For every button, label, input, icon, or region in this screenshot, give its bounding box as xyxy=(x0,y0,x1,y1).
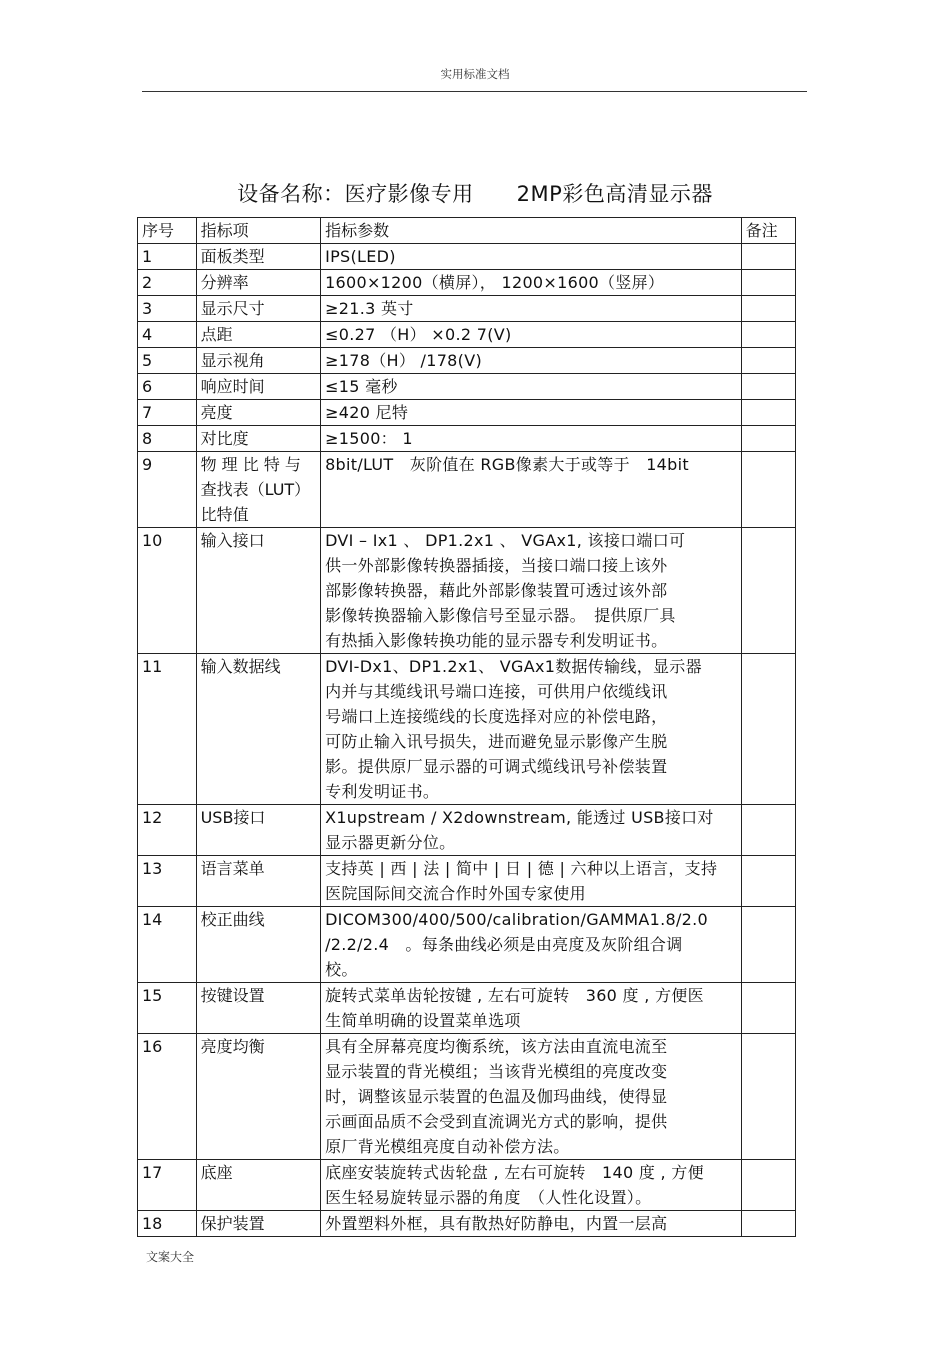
cell-item: 显示尺寸 xyxy=(196,296,320,322)
cell-no: 10 xyxy=(138,528,197,654)
cell-no: 15 xyxy=(138,983,197,1034)
table-row xyxy=(138,856,796,907)
cell-item: 分辨率 xyxy=(196,270,320,296)
header-value: 指标参数 xyxy=(321,218,742,244)
table-row xyxy=(138,452,796,528)
table-row xyxy=(138,1034,796,1160)
cell-note xyxy=(741,528,795,654)
table-row xyxy=(138,1160,796,1211)
cell-no: 2 xyxy=(138,270,197,296)
cell-item: 语言菜单 xyxy=(196,856,320,907)
cell-no: 18 xyxy=(138,1211,197,1237)
cell-no: 7 xyxy=(138,400,197,426)
table-row xyxy=(138,426,796,452)
table-row xyxy=(138,296,796,322)
cell-no: 6 xyxy=(138,374,197,400)
cell-value: DVI – Ix1 、 DP1.2x1 、 VGAx1, 该接口端口可 供一外部影像转换器插接，当接口端口接上该外 部影像转换器，藉此外部影像装置可透过该外部 影像转换器输入影像信号至显示器。 提供原厂具 有热插入影像转换功能的显示器专利发明证书。 xyxy=(321,528,742,654)
page-header: 实用标准文档 xyxy=(440,67,510,81)
cell-item: 输入接口 xyxy=(196,528,320,654)
cell-item: 亮度 xyxy=(196,400,320,426)
cell-value: 外置塑料外框，具有散热好防静电，内置一层高 xyxy=(321,1211,742,1237)
cell-item: 保护装置 xyxy=(196,1211,320,1237)
cell-item: 响应时间 xyxy=(196,374,320,400)
cell-no: 9 xyxy=(138,452,197,528)
cell-no: 5 xyxy=(138,348,197,374)
cell-no: 8 xyxy=(138,426,197,452)
cell-value: X1upstream / X2downstream, 能透过 USB接口对 显示器更新分位。 xyxy=(321,805,742,856)
table-row xyxy=(138,654,796,805)
cell-note xyxy=(741,374,795,400)
cell-no: 14 xyxy=(138,907,197,983)
table-row xyxy=(138,805,796,856)
cell-item: 面板类型 xyxy=(196,244,320,270)
cell-note xyxy=(741,983,795,1034)
cell-note xyxy=(741,1160,795,1211)
cell-value: 1600×1200（横屏）， 1200×1600（竖屏） xyxy=(321,270,742,296)
cell-value: 具有全屏幕亮度均衡系统，该方法由直流电流至 显示装置的背光模组；当该背光模组的亮度改变 时，调整该显示装置的色温及伽玛曲线，使得显 示画面品质不会受到直流调光方式的影响，提供 原厂背光模组亮度自动补偿方法。 xyxy=(321,1034,742,1160)
cell-no: 16 xyxy=(138,1034,197,1160)
cell-item: 显示视角 xyxy=(196,348,320,374)
cell-no: 13 xyxy=(138,856,197,907)
cell-item: USB接口 xyxy=(196,805,320,856)
table-row xyxy=(138,1211,796,1237)
cell-value: ≥1500： 1 xyxy=(321,426,742,452)
cell-item: 亮度均衡 xyxy=(196,1034,320,1160)
cell-note xyxy=(741,856,795,907)
cell-note xyxy=(741,270,795,296)
cell-value: DVI-Dx1、DP1.2x1、 VGAx1数据传输线，显示器 内并与其缆线讯号端口连接，可供用户依缆线讯 号端口上连接缆线的长度选择对应的补偿电路， 可防止输入讯号损失，进而避免显示影像产生脱 影。提供原厂显示器的可调式缆线讯号补偿装置 专利发明证书。 xyxy=(321,654,742,805)
cell-value: 底座安装旋转式齿轮盘 , 左右可旋转 140 度 , 方便 医生轻易旋转显示器的角度 （人性化设置）。 xyxy=(321,1160,742,1211)
cell-item: 对比度 xyxy=(196,426,320,452)
cell-item: 点距 xyxy=(196,322,320,348)
cell-item: 输入数据线 xyxy=(196,654,320,805)
header-divider xyxy=(142,91,807,92)
table-row xyxy=(138,244,796,270)
cell-no: 3 xyxy=(138,296,197,322)
table-row xyxy=(138,348,796,374)
cell-note xyxy=(741,426,795,452)
cell-value: 旋转式菜单齿轮按键 , 左右可旋转 360 度 , 方便医 生简单明确的设置菜单选项 xyxy=(321,983,742,1034)
cell-no: 12 xyxy=(138,805,197,856)
table-row xyxy=(138,374,796,400)
header-item: 指标项 xyxy=(196,218,320,244)
cell-note xyxy=(741,400,795,426)
cell-no: 1 xyxy=(138,244,197,270)
cell-note xyxy=(741,1211,795,1237)
cell-value: ≤15 毫秒 xyxy=(321,374,742,400)
cell-value: ≤0.27 （H） ×0.2 7(V) xyxy=(321,322,742,348)
cell-item: 底座 xyxy=(196,1160,320,1211)
cell-value: DICOM300/400/500/calibration/GAMMA1.8/2.0 /2.2/2.4 。每条曲线必须是由亮度及灰阶组合调 校。 xyxy=(321,907,742,983)
header-no: 序号 xyxy=(138,218,197,244)
cell-item: 按键设置 xyxy=(196,983,320,1034)
cell-value: 支持英 | 西 | 法 | 简中 | 日 | 德 | 六种以上语言，支持 医院国际间交流合作时外国专家使用 xyxy=(321,856,742,907)
cell-note xyxy=(741,907,795,983)
cell-no: 4 xyxy=(138,322,197,348)
cell-note xyxy=(741,805,795,856)
cell-note xyxy=(741,348,795,374)
cell-note xyxy=(741,452,795,528)
cell-note xyxy=(741,244,795,270)
table-row xyxy=(138,983,796,1034)
table-row xyxy=(138,322,796,348)
page-footer: 文案大全 xyxy=(146,1250,195,1264)
document-title: 设备名称：医疗影像专用 2MP彩色高清显示器 xyxy=(237,182,713,206)
cell-no: 11 xyxy=(138,654,197,805)
table-body xyxy=(138,244,796,1237)
cell-note xyxy=(741,1034,795,1160)
cell-item: 物 理 比 特 与 查找表（LUT） 比特值 xyxy=(196,452,320,528)
header-note: 备注 xyxy=(741,218,795,244)
cell-no: 17 xyxy=(138,1160,197,1211)
cell-item: 校正曲线 xyxy=(196,907,320,983)
table-header-row xyxy=(138,218,796,244)
spec-table xyxy=(137,217,796,1237)
cell-note xyxy=(741,296,795,322)
cell-value: ≥21.3 英寸 xyxy=(321,296,742,322)
cell-value: IPS(LED) xyxy=(321,244,742,270)
cell-value: ≥178（H） /178(V) xyxy=(321,348,742,374)
table-row xyxy=(138,270,796,296)
cell-value: 8bit/LUT 灰阶值在 RGB像素大于或等于 14bit xyxy=(321,452,742,528)
cell-value: ≥420 尼特 xyxy=(321,400,742,426)
table-row xyxy=(138,528,796,654)
table-row xyxy=(138,907,796,983)
table-row xyxy=(138,400,796,426)
cell-note xyxy=(741,322,795,348)
cell-note xyxy=(741,654,795,805)
